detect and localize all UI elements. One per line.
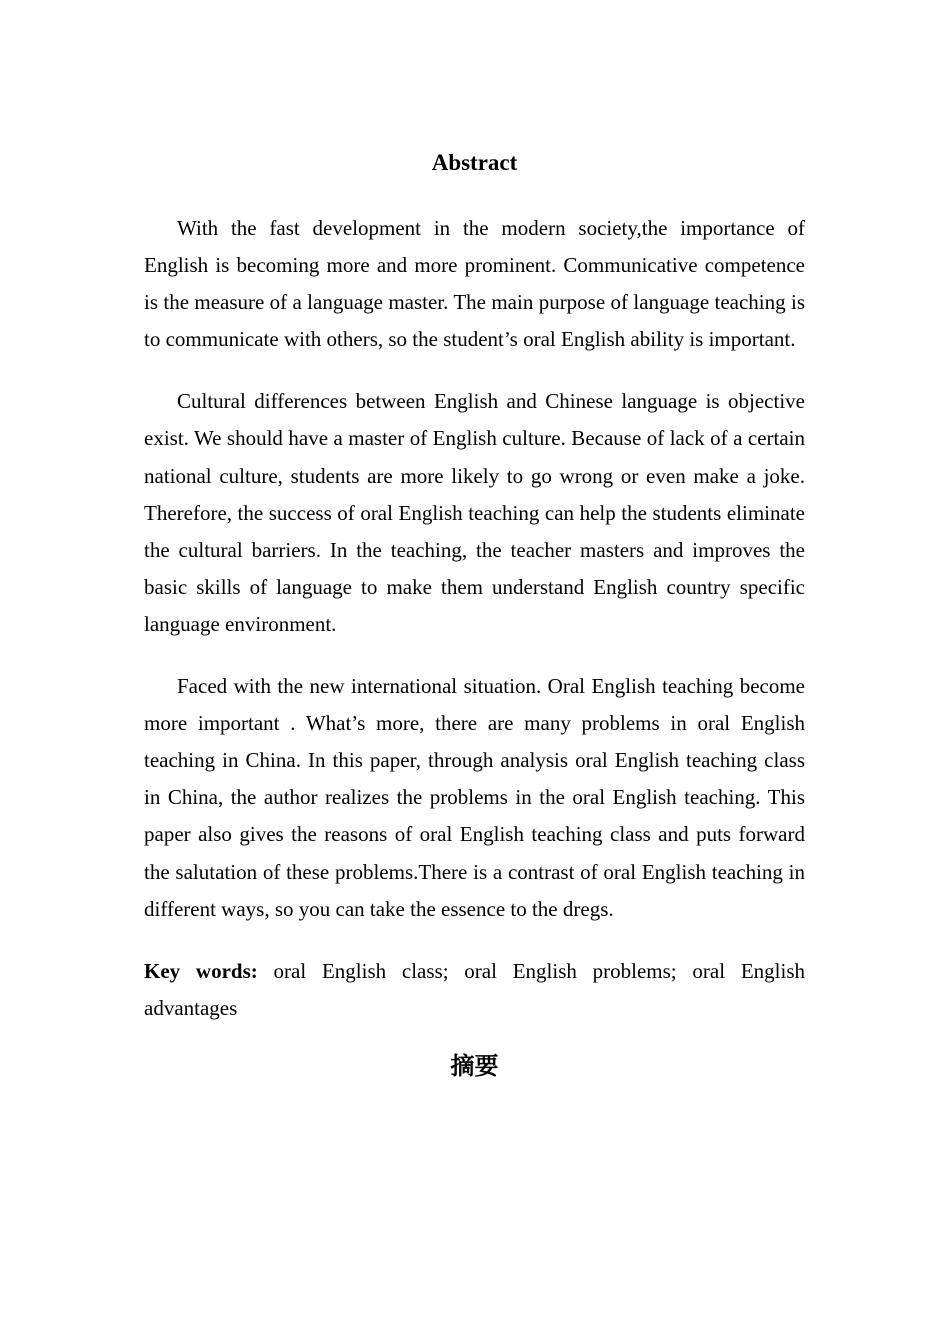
- keywords-line: [144, 953, 805, 1027]
- abstract-title: Abstract: [431, 150, 518, 175]
- document-page: [144, 143, 805, 1086]
- abstract-paragraph-2: Cultural differences between English and Chinese language is objective exist. We should have a master of English culture. Because of lack of a certain national culture, students are more likely to go wrong or even make a joke. Therefore, the success of oral English teaching can help the students eliminate the cultural barriers. In the teaching, the teacher masters and improves the basic skills of language to make them understand English country specific language environment.: [144, 389, 805, 636]
- abstract-paragraph-1: With the fast development in the modern society,the importance of English is becoming more and more prominent. Communicative competence is the measure of a language master. The main purpose of language teaching is to communicate with others, so the student’s oral English ability is important.: [144, 216, 805, 352]
- keywords-text: oral English class; oral English problems; oral English advantages: [144, 958, 805, 1020]
- abstract-paragraph-3: Faced with the new international situation. Oral English teaching become more important . What’s more, there are many problems in oral English teaching in China. In this paper, through analysis oral English teaching class in China, the author realizes the problems in the oral English teaching. This paper also gives the reasons of oral English teaching class and puts forward the salutation of these problems.There is a contrast of oral English teaching in different ways, so you can take the essence to the dregs.: [144, 674, 805, 921]
- chinese-abstract-title: 摘要: [450, 1051, 499, 1080]
- keywords-label: Key words:: [144, 958, 258, 983]
